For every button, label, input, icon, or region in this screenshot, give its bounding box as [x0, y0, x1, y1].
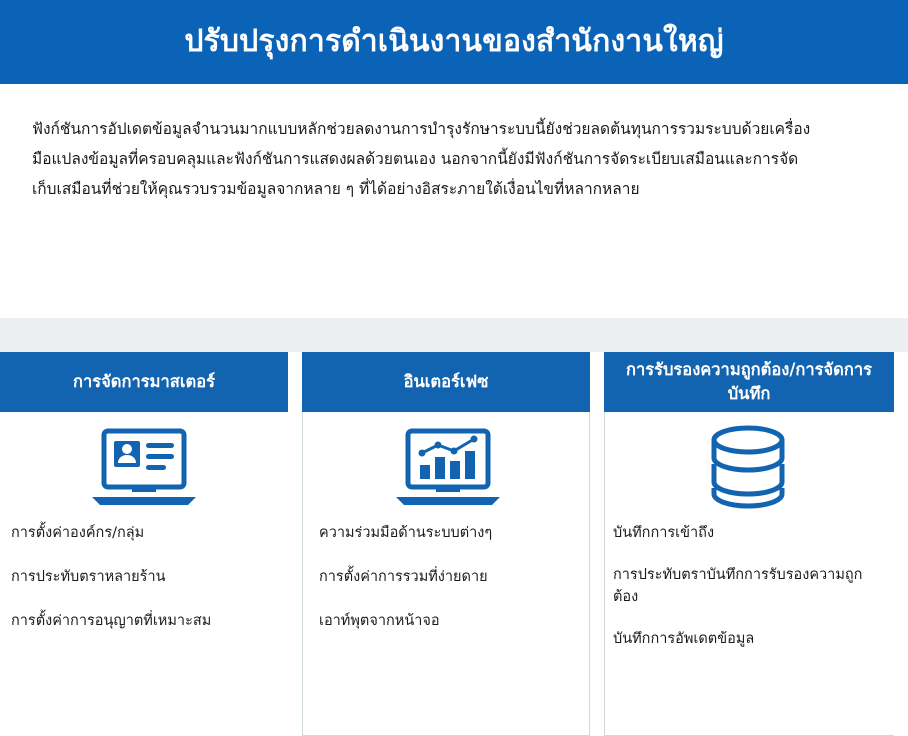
page-title: ปรับปรุงการดำเนินงานของสำนักงานใหญ่ [184, 24, 724, 59]
list-item: การตั้งค่าการอนุญาตที่เหมาะสม [11, 613, 212, 629]
database-icon [613, 412, 882, 522]
column-body [604, 412, 894, 736]
column-bullet-list [613, 522, 882, 650]
column-header: อินเตอร์เฟซ [302, 352, 590, 412]
list-item: การประทับตราบันทึกการรับรองความถูกต้อง [613, 567, 863, 605]
list-item: ความร่วมมือด้านระบบต่างๆ [319, 525, 493, 541]
feature-column-authentication-log [604, 352, 894, 736]
separator-band [0, 318, 908, 352]
column-bullet-list [319, 522, 577, 632]
list-item: เอาท์พุตจากหน้าจอ [319, 613, 440, 629]
column-header: การรับรองความถูกต้อง/การจัดการบันทึก [604, 352, 894, 412]
header-banner [0, 0, 908, 84]
intro-paragraph: ฟังก์ชันการอัปเดตข้อมูลจำนวนมากแบบหลักช่วยลดงานการบำรุงรักษาระบบนี้ยังช่วยลดต้นทุนการรวมระบบด้วยเครื่องมือแปลงข้อมูลที่ครอบคลุมและฟังก์ชันการแสดงผลด้วยตนเอง นอกจากนี้ยังมีฟังก์ชันการจัดระเบียบเสมือนและการจัดเก็บเสมือนที่ช่วยให้คุณรวบรวมข้อมูลจากหลาย ๆ ที่ได้อย่างอิสระภายใต้เงื่อนไขที่หลากหลาย [32, 120, 811, 198]
list-item: การตั้งค่าองค์กร/กลุ่ม [11, 525, 145, 541]
column-body [302, 412, 590, 736]
id-card-laptop-icon [11, 412, 276, 522]
feature-columns [0, 352, 908, 736]
list-item: บันทึกการอัพเดตข้อมูล [613, 631, 755, 647]
column-bullet-list [11, 522, 276, 632]
column-body [0, 412, 288, 736]
list-item: การตั้งค่าการรวมที่ง่ายดาย [319, 569, 488, 585]
list-item: การประทับตราหลายร้าน [11, 569, 166, 585]
column-header: การจัดการมาสเตอร์ [0, 352, 288, 412]
chart-laptop-icon [319, 412, 577, 522]
feature-column-interface [302, 352, 590, 736]
list-item: บันทึกการเข้าถึง [613, 525, 715, 541]
feature-column-master-management [0, 352, 288, 736]
intro-section [0, 84, 844, 204]
